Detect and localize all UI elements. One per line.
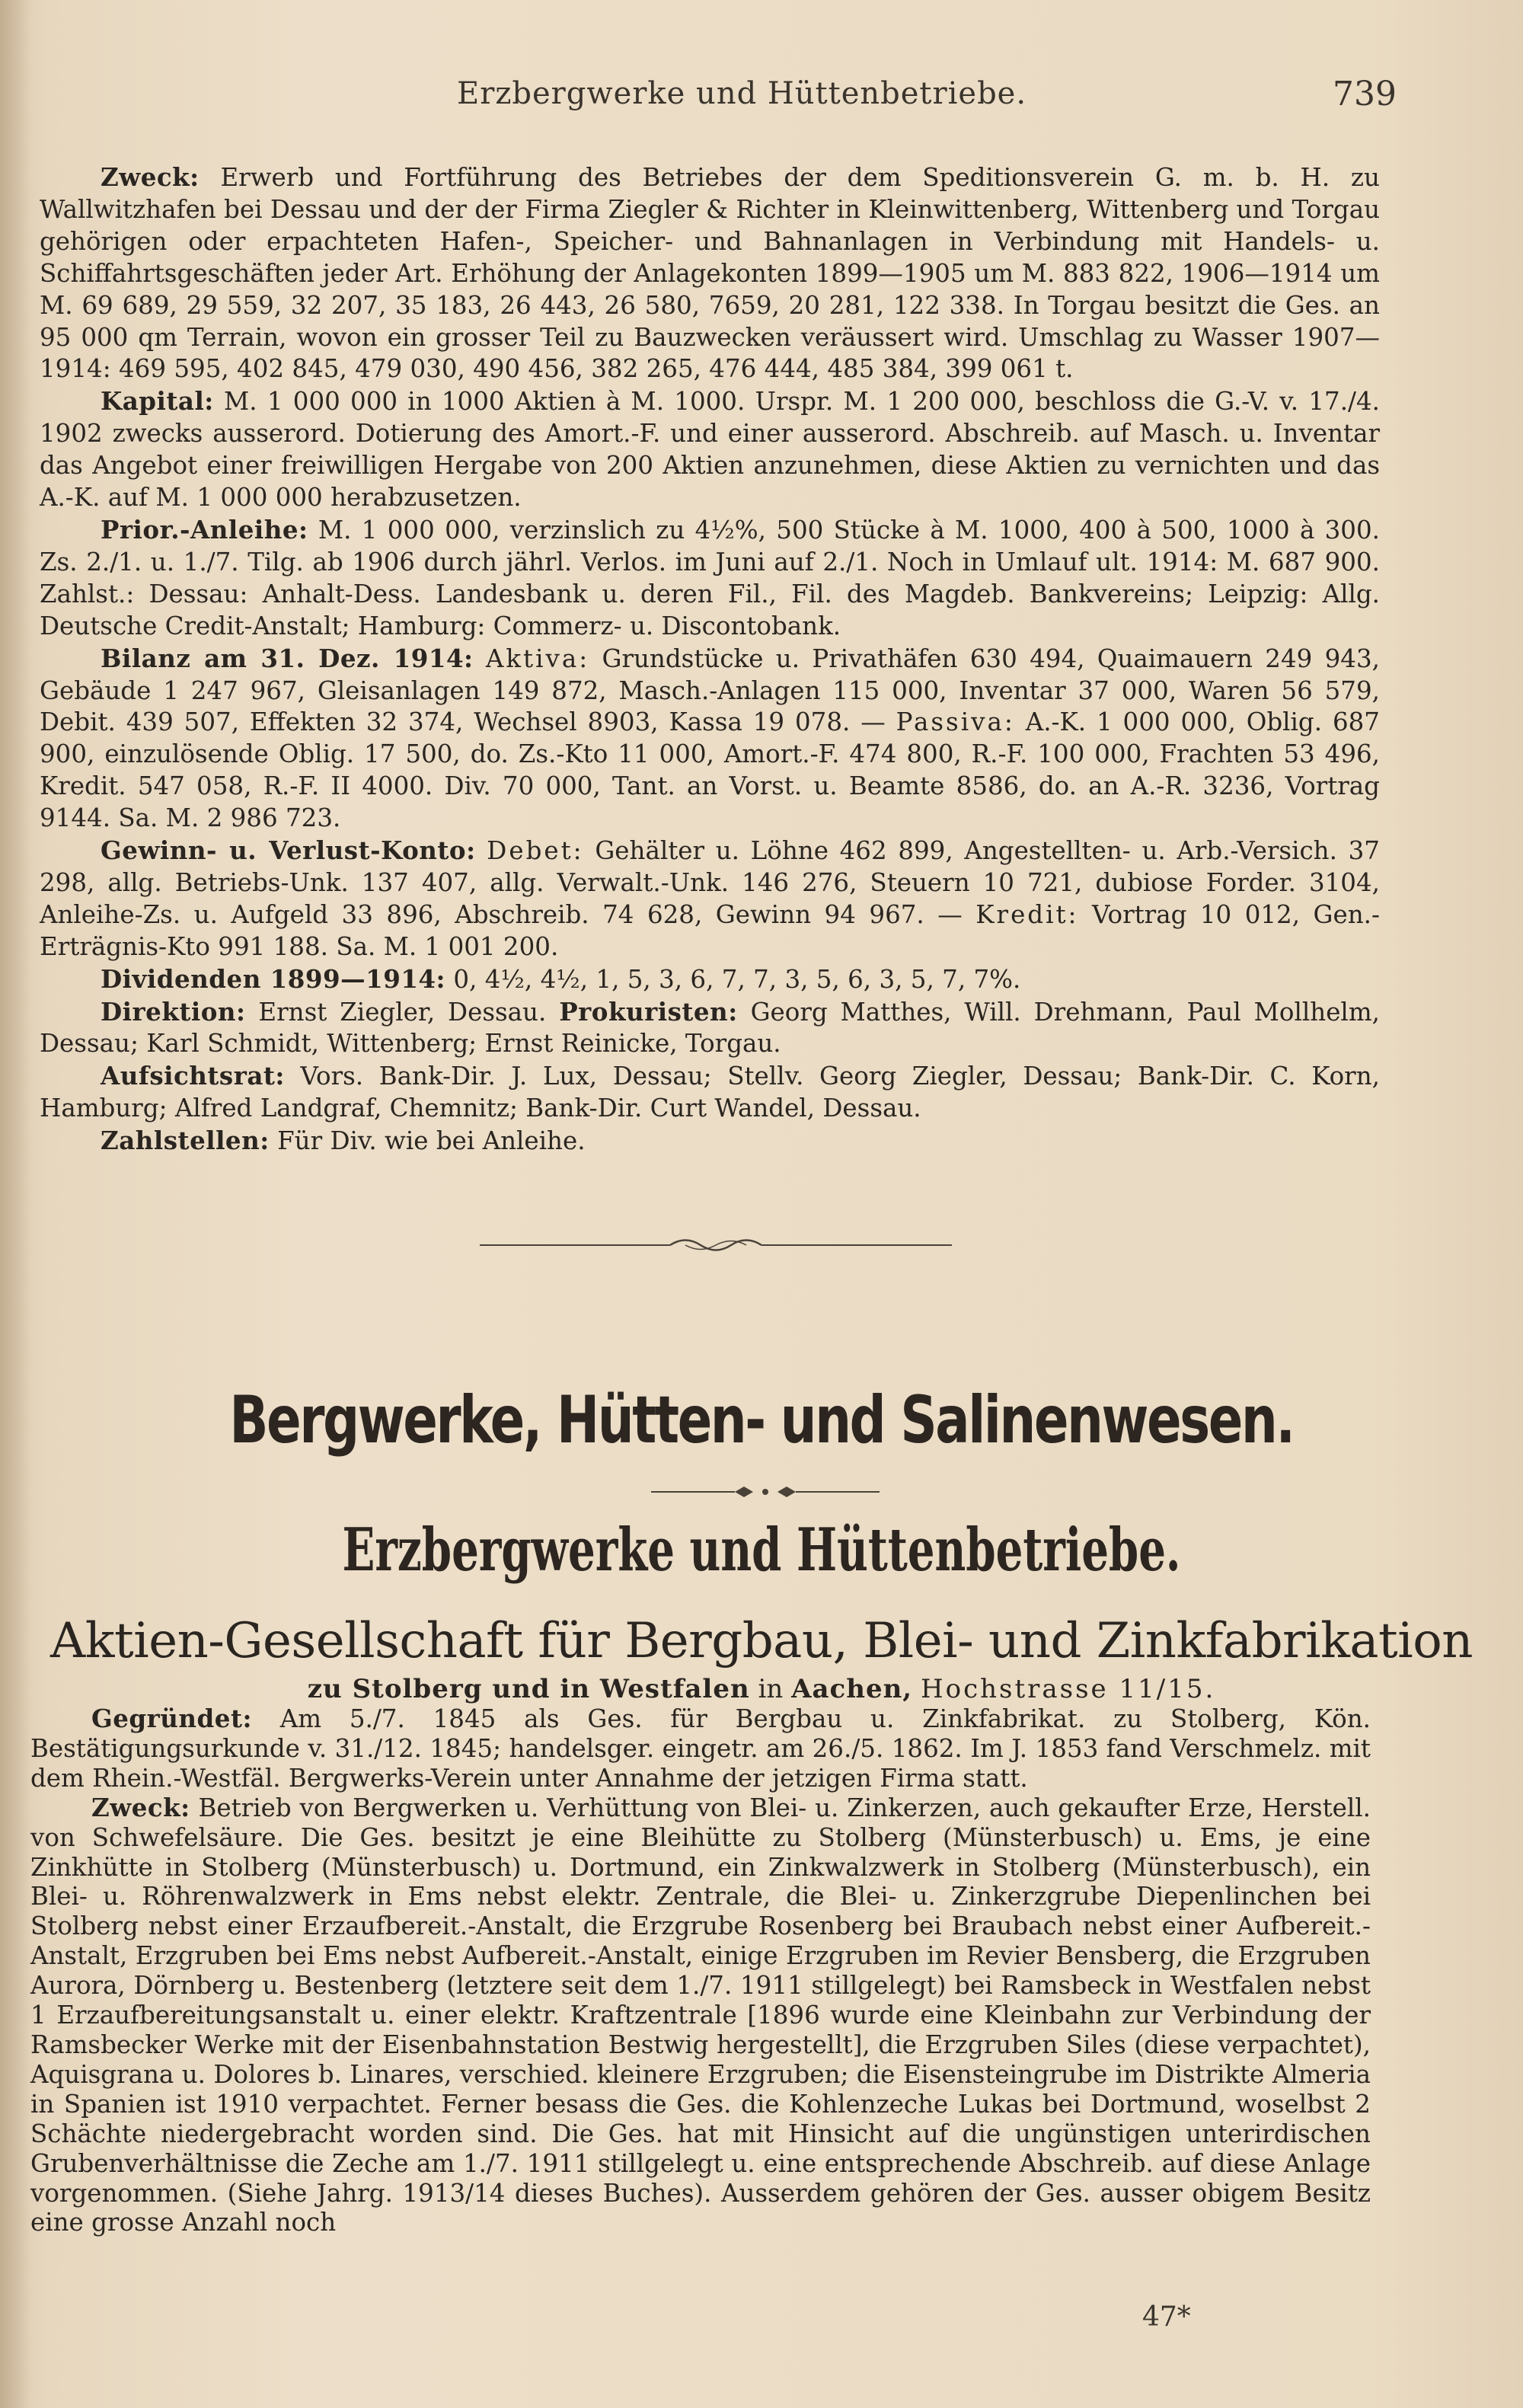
signature-mark: 47* [1142,2301,1191,2333]
gewinn-verlust-paragraph [40,835,1380,963]
kredit-word: Kredit: [975,899,1079,929]
prior-anleihe-text: M. 1 000 000, verzinslich zu 4½%, 500 Stücke à M. 1000, 400 à 500, 1000 à 300. Zs. 2./1. u. 1./7. Tilg. ab 1906 durch jährl. Verlos. im Juni auf 2./1. Noch in Umlauf ult. 1914: M. 687 900. Zahlst.: Dessau: Anhalt-Dess. Landesbank u. deren Fil., Fil. des Magdeb. Bankvereins; Leipzig: Allg. Deutsche Credit-Anstalt; Hamburg: Commerz- u. Discontobank. [40,515,1380,640]
direktion-paragraph [40,996,1380,1061]
kapital-text: M. 1 000 000 in 1000 Aktien à M. 1000. Urspr. M. 1 200 000, beschloss die G.-V. v. 17./4. 1902 zwecks ausserord. Dotierung des Amort.-F. und einer ausserord. Abschreib. auf Masch. u. Inventar das Angebot einer freiwilligen Hergabe von 200 Aktien anzunehmen, diese Aktien zu vernichten und das A.-K. auf M. 1 000 000 herabzusetzen. [40,387,1380,513]
section-main-title: Bergwerke, Hütten- und Salinenwesen. [229,1382,1294,1458]
direktion-text: Ernst Ziegler, Dessau. [258,997,547,1027]
page-number: 739 [1333,75,1397,113]
gewinn-text-debet: Gehälter u. Löhne 462 899, Angestellten- u. Arb.-Versich. 37 298, allg. Betriebs-Unk. 137 407, allg. Verwalt.-Unk. 146 276, Steuern 10 721, dubiose Forder. 3104, Anleihe-Zs. u. Aufgeld 33 896, Abschreib. 74 628, Gewinn 94 967. — [40,836,1380,929]
company-zweck-text: Betrieb von Bergwerken u. Verhüttung von Blei- u. Zinkerzen, auch gekaufter Erze, Herstell. von Schwefelsäure. Die Ges. besitzt je eine Bleihütte zu Stolberg (Münsterbusch) u. Ems, je eine Zinkhütte in Stolberg (Münsterbusch) u. Dortmund, ein Zinkwalzwerk in Stolberg (Münsterbusch), ein Blei- u. Röhrenwalzwerk in Ems nebst elektr. Zentrale, die Blei- u. Zinkerzgrube Diepenlinchen bei Stolberg nebst einer Erzaufbereit.-Anstalt, die Erzgrube Rosenberg bei Braubach nebst einer Aufbereit.-Anstalt, Erzgruben bei Ems nebst Aufbereit.-Anstalt, einige Erzgruben im Revier Bensberg, die Erzgruben Aurora, Dörnberg u. Bestenberg (letztere seit dem 1./7. 1911 stillgelegt) bei Ramsbeck in Westfalen nebst 1 Erzaufbereitungsanstalt u. einer elektr. Kraftzentrale [1896 wurde eine Kleinbahn zur Verbindung der Ramsbecker Werke mit der Eisenbahnstation Bestwig hergestellt], die Erzgruben Siles (diese verpachtet), Aquisgrana u. Dolores b. Linares, verschied. kleinere Erzgruben; die Eisensteingrube im Distrikte Almeria in Spanien ist 1910 verpachtet. Ferner besass die Ges. die Kohlenzeche Lukas bei Dortmund, woselbst 2 Schächte niedergebracht worden sind. Die Ges. hat mit Hinsicht auf die ungünstigen unterirdischen Grubenverhältnisse die Zeche am 1./7. 1911 stillgelegt u. eine entsprechende Abschreib. auf diese Anlage vorgenommen. (Siehe Jahrg. 1913/14 dieses Buches). Ausserdem gehören der Ges. ausser obigem Besitz eine grosse Anzahl noch [30,1793,1371,2237]
continued-company-entry [40,161,1380,1158]
divider-ornament [480,1234,952,1257]
kapital-paragraph [40,385,1380,514]
debet-word: Debet: [487,836,584,866]
zahlstellen-text: Für Div. wie bei Anleihe. [277,1126,586,1156]
company-location-in: in [758,1674,784,1704]
passiva-word: Passiva: [896,707,1015,737]
company-location [0,1674,1523,1704]
company-location-city: Aachen, [791,1674,913,1704]
prokuristen-label: Prokuristen: [559,996,738,1027]
prokuristen-text: Georg Matthes, Will. Drehmann, Paul Mollhelm, Dessau; Karl Schmidt, Wittenberg; Ernst Reinicke, Torgau. [40,997,1380,1059]
gegruendet-paragraph [30,1704,1371,1793]
company-title: Aktien-Gesellschaft für Bergbau, Blei- und Zinkfabrikation [50,1613,1473,1669]
section-subtitle: Erzbergwerke und Hüttenbetriebe. [342,1515,1181,1585]
zweck-text: Erwerb und Fortführung des Betriebes der dem Speditionsverein G. m. b. H. zu Wallwitzhafen bei Dessau und der der Firma Ziegler & Richter in Kleinwittenberg, Wittenberg und Torgau gehörigen oder erpachteten Hafen-, Speicher- und Bahnanlagen in Verbindung mit Handels- u. Schiffahrtsgeschäften jeder Art. Erhöhung der Anlagekonten 1899—1905 um M. 883 822, 1906—1914 um M. 69 689, 29 559, 32 207, 35 183, 26 443, 26 580, 7659, 20 281, 122 338. In Torgau besitzt die Ges. an 95 000 qm Terrain, wovon ein grosser Teil zu Bauzwecken veräussert wird. Umschlag zu Wasser 1907—1914: 469 595, 402 845, 479 030, 490 456, 382 265, 476 444, 485 384, 399 061 t. [40,163,1380,384]
company-zweck-label: Zweck: [91,1792,190,1822]
bilanz-paragraph [40,643,1380,835]
gegruendet-label: Gegründet: [91,1704,252,1733]
page-header [0,76,1523,122]
bilanz-text-passiva: A.-K. 1 000 000, Oblig. 687 900, einzulösende Oblig. 17 500, do. Zs.-Kto 11 000, Amort.-F. 474 800, R.-F. 100 000, Frachten 53 496, Kredit. 547 058, R.-F. II 4000. Div. 70 000, Tant. an Vorst. u. Beamte 8586, do. an A.-R. 3236, Vortrag 9144. Sa. M. 2 986 723. [40,707,1380,833]
zweck-paragraph [40,161,1380,385]
prior-anleihe-label: Prior.-Anleihe: [101,514,308,545]
dividenden-paragraph [40,963,1380,996]
company-entry [30,1704,1371,2237]
aufsichtsrat-paragraph [40,1060,1380,1125]
dividenden-label: Dividenden 1899—1914: [101,963,446,994]
zahlstellen-label: Zahlstellen: [101,1126,270,1156]
company-location-bold: zu Stolberg und in Westfalen [307,1674,750,1704]
dividenden-text: 0, 4½, 4½, 1, 5, 3, 6, 7, 7, 3, 5, 6, 3, 5, 7, 7%. [453,964,1021,994]
zweck-label: Zweck: [101,162,200,192]
title-ornament [651,1483,880,1501]
zahlstellen-paragraph [40,1125,1380,1158]
page-fold-shadow [0,0,30,2408]
gewinn-text-kredit: Vortrag 10 012, Gen.-Erträgnis-Kto 991 188. Sa. M. 1 001 200. [40,899,1380,961]
aufsichtsrat-label: Aufsichtsrat: [101,1061,285,1091]
prior-anleihe-paragraph [40,514,1380,643]
bilanz-label: Bilanz am 31. Dez. 1914: [101,643,474,673]
company-zweck-paragraph [30,1793,1371,2238]
kapital-label: Kapital: [101,386,214,417]
gewinn-verlust-label: Gewinn- u. Verlust-Konto: [101,835,476,866]
gegruendet-text: Am 5./7. 1845 als Ges. für Bergbau u. Zinkfabrikat. zu Stolberg, Kön. Bestätigungsurkunde v. 31./12. 1845; handelsger. eingetr. am 26./5. 1862. Im J. 1853 fand Verschmelz. mit dem Rhein.-Westfäl. Bergwerks-Verein unter Annahme der jetzigen Firma statt. [30,1704,1371,1793]
bilanz-text-aktiva: Grundstücke u. Privathäfen 630 494, Quaimauern 249 943, Gebäude 1 247 967, Gleisanlagen 149 872, Masch.-Anlagen 115 000, Inventar 37 000, Waren 56 579, Debit. 439 507, Effekten 32 374, Wechsel 8903, Kassa 19 078. — [40,644,1380,737]
aktiva-word: Aktiva: [485,644,590,673]
aufsichtsrat-text: Vors. Bank-Dir. J. Lux, Dessau; Stellv. Georg Ziegler, Dessau; Bank-Dir. C. Korn, Hamburg; Alfred Landgraf, Chemnitz; Bank-Dir. Curt Wandel, Dessau. [40,1062,1380,1123]
running-head: Erzbergwerke und Hüttenbetriebe. [457,76,1027,111]
direktion-label: Direktion: [101,996,246,1027]
company-location-street: Hochstrasse 11/15. [920,1674,1216,1704]
